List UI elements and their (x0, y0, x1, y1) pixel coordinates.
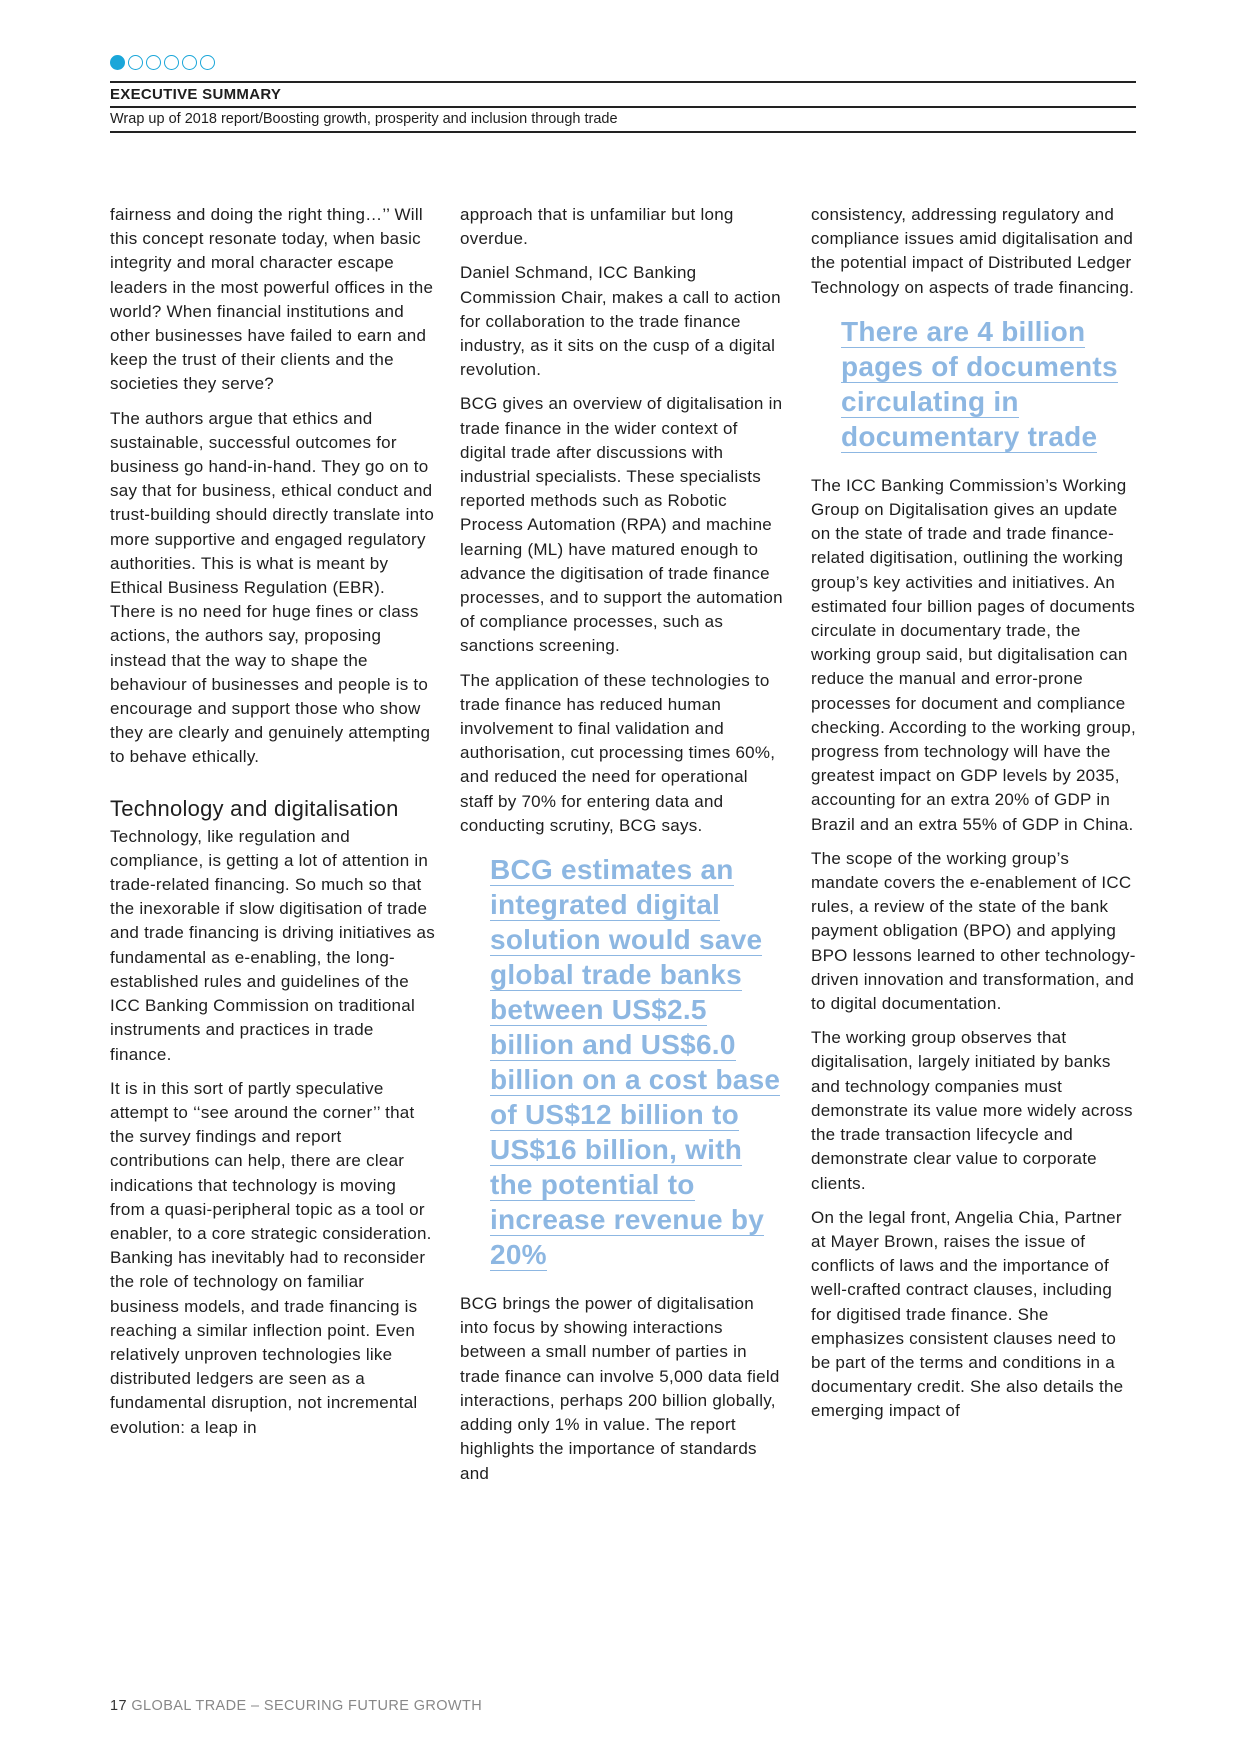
paragraph: The authors argue that ethics and sustainable, successful outcomes for business go hand-in-hand. They go on to say that for business, ethical conduct and trust-building should directly translate into more supportive and engaged regulatory authorities. This is what is meant by Ethical Business Regulation (EBR). There is no need for huge fines or class actions, the authors say, proposing instead that the way to shape the behaviour of businesses and people is to encourage and support those who show they are clearly and genuinely attempting to behave ethically. (110, 408, 435, 767)
page-number: 17 (110, 1698, 127, 1714)
progress-dot (164, 55, 179, 70)
paragraph: The working group observes that digitalisation, largely initiated by banks and technology companies must demonstrate its value more widely across the trade transaction lifecycle and demonstrate clear value to corporate clients. (811, 1028, 1133, 1193)
column-1 (110, 203, 435, 1450)
progress-dot (200, 55, 215, 70)
paragraph: Daniel Schmand, ICC Banking Commission Chair, makes a call to action for collaboration to the trade finance industry, as it sits on the cusp of a digital revolution. (460, 263, 781, 380)
pull-quote-text: BCG estimates an integrated digital solution would save global trade banks between US$2.5 billion and US$6.0 billion on a cost base of US$12 billion to US$16 billion, with the potential to increase revenue by 20% (490, 854, 781, 1271)
progress-dot (128, 55, 143, 70)
progress-dot-filled (110, 55, 125, 70)
progress-dot (182, 55, 197, 70)
paragraph: consistency, addressing regulatory and compliance issues amid digitalisation and the potential impact of Distributed Ledger Technology on aspects of trade financing. (811, 205, 1135, 297)
pull-quote-text: There are 4 billion pages of documents circulating in documentary trade (841, 315, 1118, 452)
paragraph: The ICC Banking Commission’s Working Group on Digitalisation gives an update on the state of trade and trade finance-related digitisation, outlining the working group’s key activities and initiatives. An estimated four billion pages of documents circulate in documentary trade, the working group said, but digitalisation can reduce the manual and error-prone processes for document and compliance checking. According to the working group, progress from technology will have the greatest impact on GDP levels by 2035, accounting for an extra 20% of GDP in Brazil and an extra 55% of GDP in China. (811, 475, 1136, 834)
paragraph: fairness and doing the right thing…’’ Will this concept resonate today, when basic integrity and moral character escape leaders in the most powerful offices in the world? When financial institutions and other businesses have failed to earn and keep the trust of their clients and the societies they serve? (110, 205, 434, 394)
column-2 (460, 203, 785, 1496)
paragraph: The application of these technologies to trade finance has reduced human involvement to final validation and authorisation, cut processing times 60%, and reduced the need for operational staff by 70% for entering data and conducting scrutiny, BCG says. (460, 670, 776, 835)
paragraph: BCG gives an overview of digitalisation in trade finance in the wider context of digital trade after discussions with industrial specialists. These specialists reported methods such as Robotic Process Automation (RPA) and machine learning (ML) have matured enough to advance the digitisation of trade finance processes, and to support the automation of compliance processes, such as sanctions screening. (460, 394, 783, 656)
section-heading: Technology and digitalisation (110, 795, 399, 821)
column-3 (811, 203, 1136, 1434)
pull-quote (490, 852, 785, 1272)
header-rule-middle (110, 106, 1136, 108)
section-progress-dots (110, 55, 215, 70)
section-subtitle: Wrap up of 2018 report/Boosting growth, prosperity and inclusion through trade (110, 111, 618, 127)
paragraph: The scope of the working group’s mandate covers the e-enablement of ICC rules, a review of the state of the bank payment obligation (BPO) and applying BPO lessons learned to other technology-driven innovation and transformation, and to digital documentation. (811, 848, 1136, 1014)
paragraph: approach that is unfamiliar but long overdue. (460, 205, 734, 249)
publication-title: GLOBAL TRADE – SECURING FUTURE GROWTH (131, 1698, 483, 1714)
pull-quote (841, 314, 1131, 454)
section-title: EXECUTIVE SUMMARY (110, 86, 282, 103)
paragraph: Technology, like regulation and compliance, is getting a lot of attention in trade-related financing. So much so that the inexorable if slow digitisation of trade and trade financing is driving initiatives as fundamental as e-enabling, the long-established rules and guidelines of the ICC Banking Commission on traditional instruments and practices in trade finance. (110, 826, 435, 1064)
header-rule-top (110, 81, 1136, 83)
header-rule-bottom (110, 131, 1136, 133)
paragraph: On the legal front, Angelia Chia, Partner at Mayer Brown, raises the issue of conflicts of laws and the importance of well-crafted contract clauses, including for digitised trade finance. She emphasizes consistent clauses need to be part of the terms and conditions in a documentary credit. She also details the emerging impact of (811, 1207, 1124, 1421)
page-footer (110, 1698, 482, 1714)
progress-dot (146, 55, 161, 70)
paragraph: BCG brings the power of digitalisation into focus by showing interactions between a small number of parties in trade finance can involve 5,000 data field interactions, perhaps 200 billion globally, adding only 1% in value. The report highlights the importance of standards and (460, 1294, 780, 1483)
paragraph: It is in this sort of partly speculative attempt to ‘‘see around the corner’’ that the survey findings and report contributions can help, there are clear indications that technology is moving from a quasi-peripheral topic as a tool or enabler, to a core strategic consideration. Banking has inevitably had to reconsider the role of technology on familiar business models, and trade financing is reaching a similar inflection point. Even relatively unproven technologies like distributed ledgers are seen as a fundamental disruption, not incremental evolution: a leap in (110, 1078, 432, 1437)
